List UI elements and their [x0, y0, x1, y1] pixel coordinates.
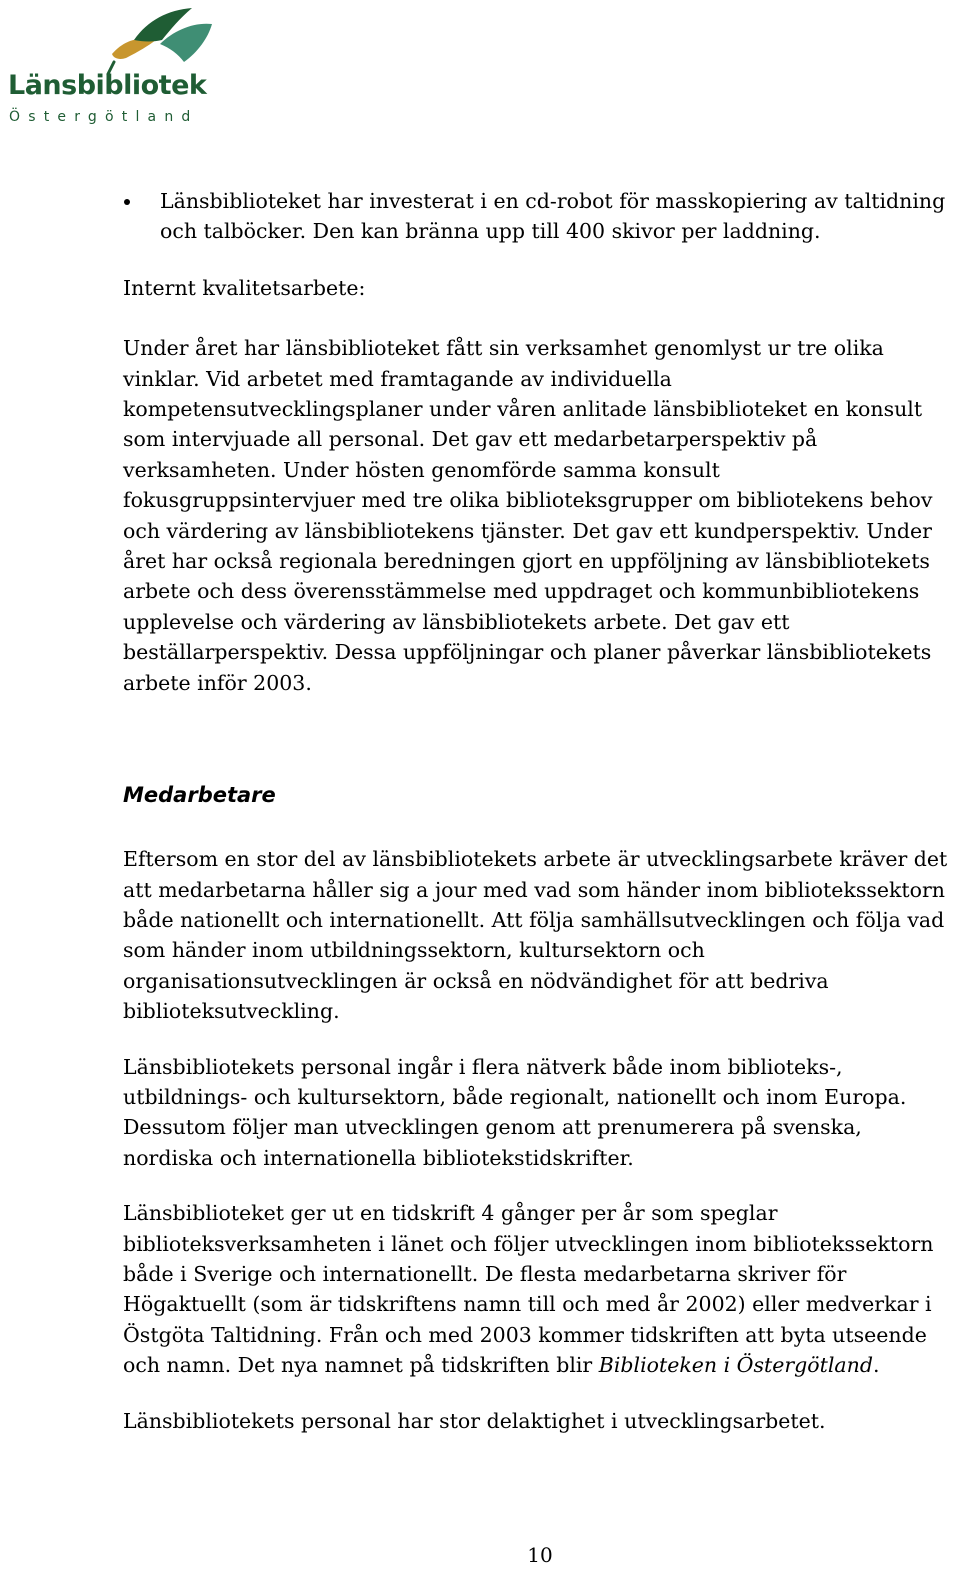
bullet-item	[123, 186, 955, 247]
paragraph-closing: Länsbibliotekets personal har stor delaktighet i utvecklingsarbetet.	[123, 1408, 826, 1433]
journal-new-name: Biblioteken i Östergötland	[598, 1353, 873, 1378]
subheading-quality: Internt kvalitetsarbete:	[123, 275, 366, 300]
page-number: 10	[527, 1543, 553, 1567]
lansbibliotek-logo	[6, 4, 211, 126]
paragraph-staff-2: Länsbibliotekets personal ingår i flera nätverk både inom biblioteks-, utbildnings- och kultursektorn, både regionalt, nationellt och inom Europa. Dessutom följer man utvecklingen genom att prenumerera på svenska, nordiska och internationella bibliotekstidskrifter.	[123, 1054, 907, 1170]
bird-logo-icon	[104, 4, 216, 76]
bullet-dot-icon	[124, 199, 130, 205]
paragraph-journal-text: Länsbiblioteket ger ut en tidskrift 4 gånger per år som speglar biblioteksverksamheten i länet och följer utvecklingen inom bibliotekssektorn både i Sverige och internationellt. De flesta medarbetarna skriver för Högaktuellt (som är tidskriftens namn till och med år 2002) eller medverkar i Östgöta Taltidning. Från och med 2003 kommer tidskriften att byta utseende och namn. Det nya namnet på tidskriften blir	[123, 1201, 934, 1378]
document-body	[123, 186, 955, 1436]
paragraph-journal-end: .	[872, 1353, 880, 1378]
logo-subtitle: Östergötland	[9, 109, 199, 125]
logo-title: Länsbibliotek	[8, 70, 207, 101]
paragraph-journal	[123, 1198, 955, 1380]
bullet-text: Länsbiblioteket har investerat i en cd-robot för masskopiering av taltidning och talböcker. Den kan bränna upp till 400 skivor per laddning.	[160, 189, 946, 244]
paragraph-staff-1: Eftersom en stor del av länsbibliotekets arbete är utvecklingsarbete kräver det att medarbetarna håller sig a jour med vad som händer inom bibliotekssektorn både nationellt och internationellt. Att följa samhällsutvecklingen och följa vad som händer inom utbildningssektorn, kultursektorn och organisationsutvecklingen är också en nödvändighet för att bedriva biblioteksutveckling.	[123, 847, 948, 1024]
section-heading: Medarbetare	[123, 783, 276, 808]
bullet-list	[123, 186, 955, 247]
paragraph-quality: Under året har länsbiblioteket fått sin verksamhet genomlyst ur tre olika vinklar. Vid arbetet med framtagande av individuella kompetensutvecklingsplaner under våren anlitade länsbiblioteket en konsult som intervjuade all personal. Det gav ett medarbetarperspektiv på verksamheten. Under hösten genomförde samma konsult fokusgruppsintervjuer med tre olika biblioteksgrupper om bibliotekens behov och värdering av länsbibliotekens tjänster. Det gav ett kundperspektiv. Under året har också regionala beredningen gjort en uppföljning av länsbibliotekets arbete och dess överensstämmelse med uppdraget och kommunbibliotekens upplevelse och värdering av länsbibliotekets arbete. Det gav ett beställarperspektiv. Dessa uppföljningar och planer påverkar länsbibliotekets arbete inför 2003.	[123, 336, 933, 695]
